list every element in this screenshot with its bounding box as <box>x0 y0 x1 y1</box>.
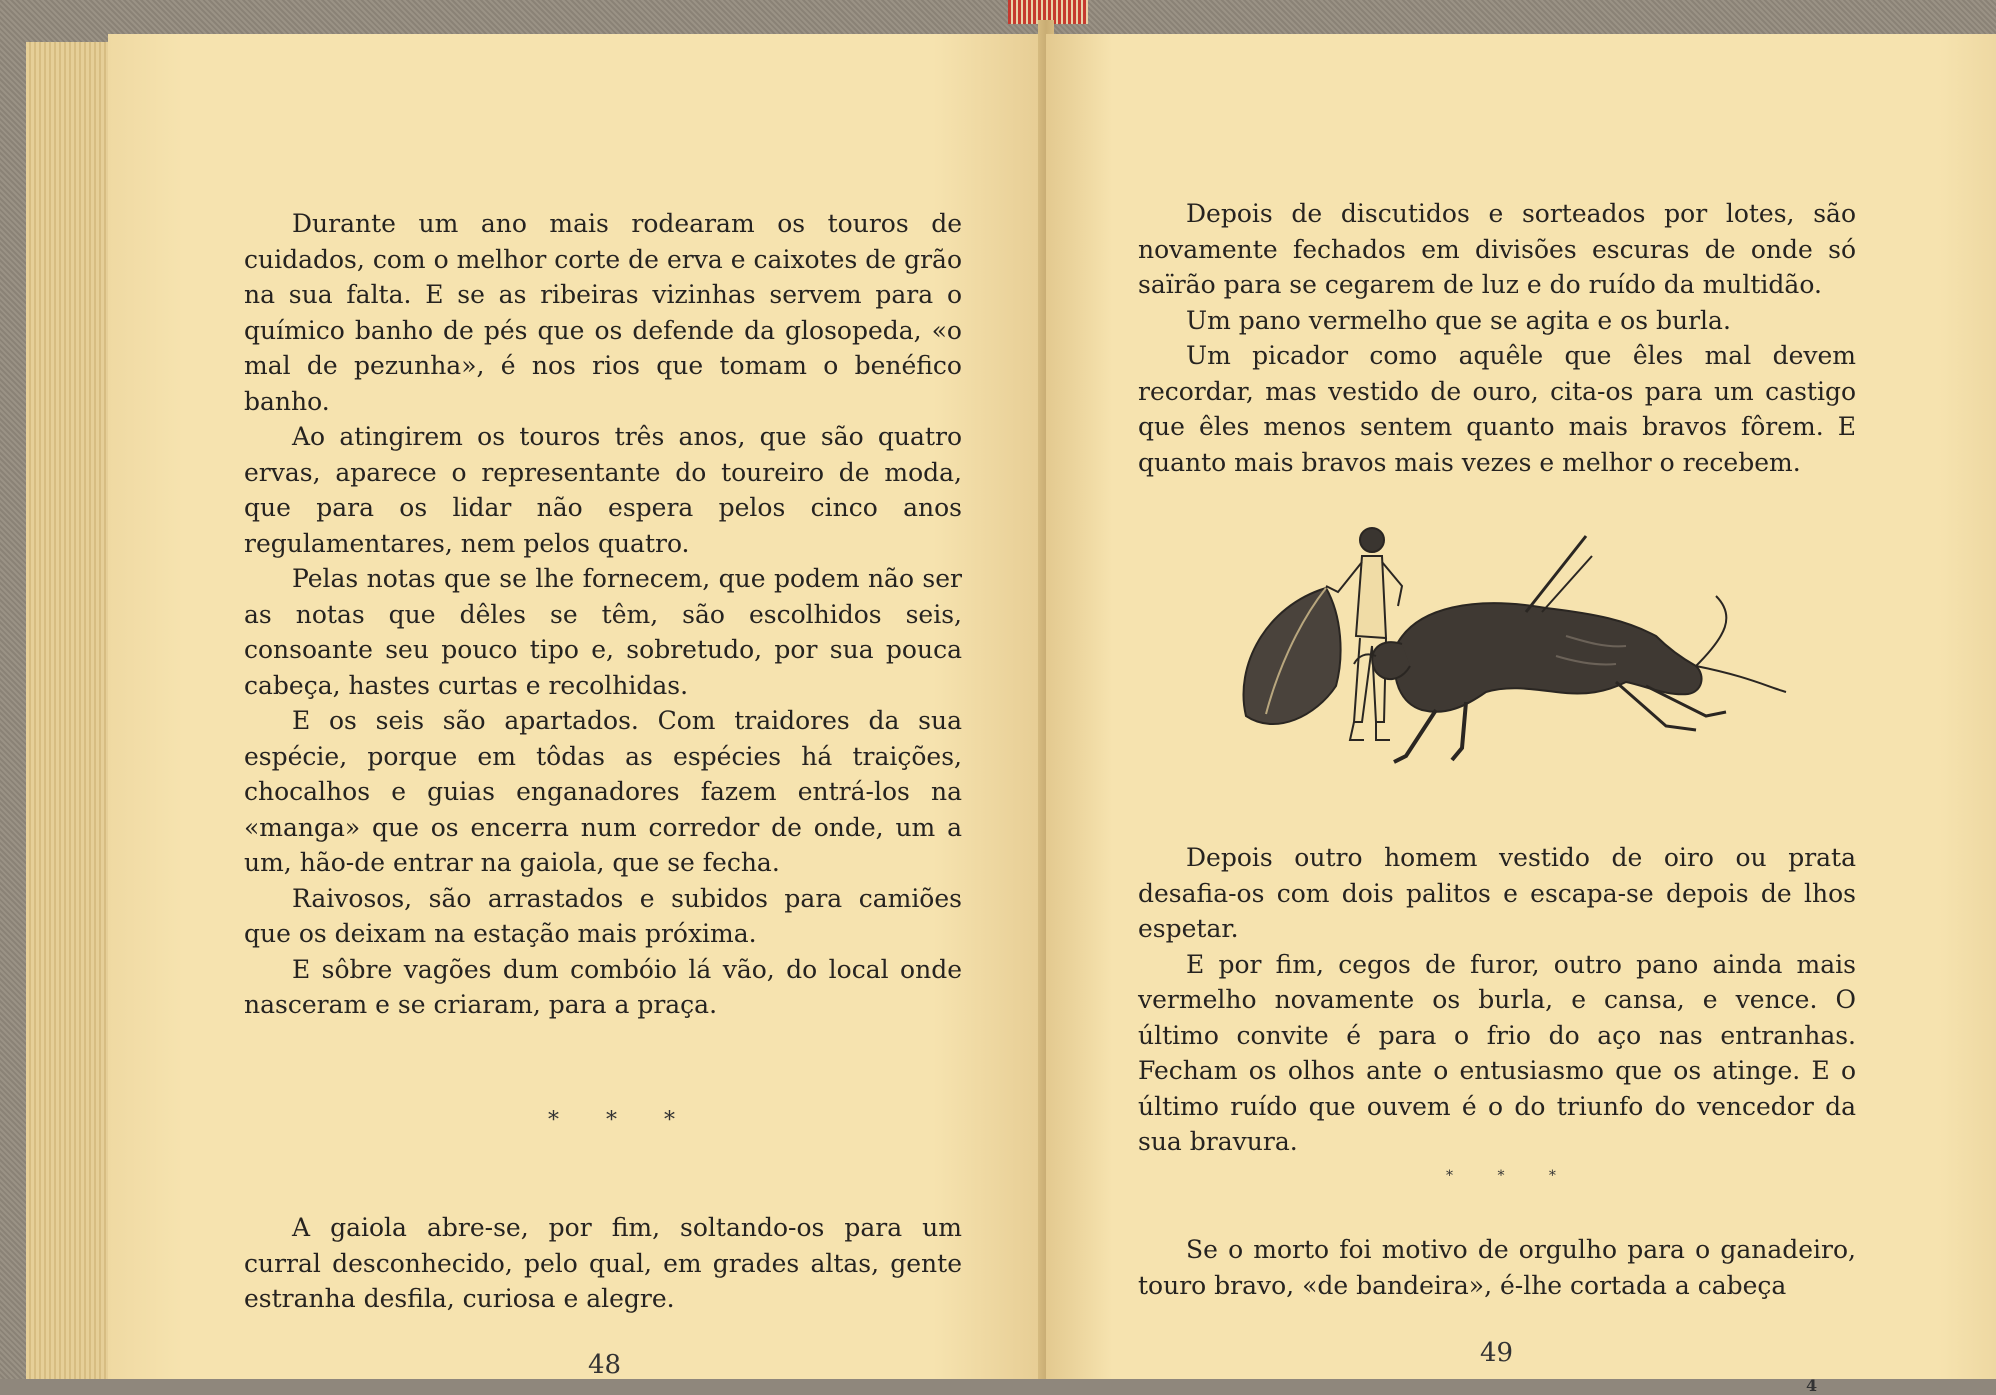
right-page-text <box>1138 196 1856 480</box>
paragraph: Depois de discutidos e sorteados por lotes, são novamente fechados em divisões escuras de onde só saïrão para se cegarem de luz e do ruído da multidão. <box>1138 199 1856 299</box>
paragraph: E os seis são apartados. Com traidores da sua espécie, porque em tôdas as espécies há traições, chocalhos e guias enganadores fazem entrá-los na «manga» que os encerra num corredor de onde, um a um, hão-de entrar na gaiola, que se fecha. <box>244 706 962 877</box>
paragraph: Um picador como aquêle que êles mal devem recordar, mas vestido de ouro, cita-os para um castigo que êles menos sentem quanto mais bravos fôrem. E quanto mais bravos mais vezes e melhor o recebem. <box>1138 341 1856 477</box>
page-number-left: 48 <box>588 1350 622 1380</box>
paragraph: Um pano vermelho que se agita e os burla. <box>1186 305 1731 335</box>
page-edges <box>26 42 114 1379</box>
page-number-right: 49 <box>1480 1338 1514 1368</box>
paragraph: E por fim, cegos de furor, outro pano ainda mais vermelho novamente os burla, e cansa, e vence. O último convite é para o frio do aço nas entranhas. Fecham os olhos ante o entusiasmo que os atinge. E o último ruído que ouvem é o do triunfo do vencedor da sua bravura. <box>1138 949 1856 1156</box>
paragraph: Durante um ano mais rodearam os touros de cuidados, com o melhor corte de erva e caixotes de grão na sua falta. E se as ribeiras vizinhas servem para o químico banho de pés que os defende da glosopeda, «o mal de pezunha», é nos rios que tomam o benéfico banho. <box>244 209 962 416</box>
paragraph: Raivosos, são arrastados e subidos para camiões que os deixam na estação mais próxima. <box>244 883 962 948</box>
paragraph: A gaiola abre-se, por fim, soltando-os para um curral desconhecido, pelo qual, em grades altas, gente estranha desfila, curiosa e alegre. <box>244 1213 962 1313</box>
bullfighter-and-bull-sketch-icon <box>1226 516 1806 806</box>
section-separator: * * * <box>1446 1168 1576 1184</box>
right-page <box>1046 34 1996 1395</box>
section-separator: * * * <box>548 1108 695 1133</box>
paragraph: Depois outro homem vestido de oiro ou prata desafia-os com dois palitos e escapa-se depois de lhos espetar. <box>1138 843 1856 943</box>
signature-mark: 4 <box>1806 1376 1818 1395</box>
right-page-middle-text <box>1138 840 1856 1160</box>
left-page <box>108 34 1046 1379</box>
paragraph: Pelas notas que se lhe fornecem, que podem não ser as notas que dêles se têm, são escolhidos seis, consoante seu pouco tipo e, sobretudo, por sua pouca cabeça, hastes curtas e recolhidas. <box>244 564 962 700</box>
paragraph: Ao atingirem os touros três anos, que são quatro ervas, aparece o representante do toureiro de moda, que para os lidar não espera pelos cinco anos regulamentares, nem pelos quatro. <box>244 422 962 558</box>
right-page-bottom-text <box>1138 1232 1856 1303</box>
left-page-text <box>244 206 962 1023</box>
paragraph: E sôbre vagões dum combóio lá vão, do local onde nasceram e se criaram, para a praça. <box>244 954 962 1019</box>
paragraph: Se o morto foi motivo de orgulho para o ganadeiro, touro bravo, «de bandeira», é-lhe cortada a cabeça <box>1138 1235 1856 1300</box>
left-page-bottom-text <box>244 1210 962 1317</box>
